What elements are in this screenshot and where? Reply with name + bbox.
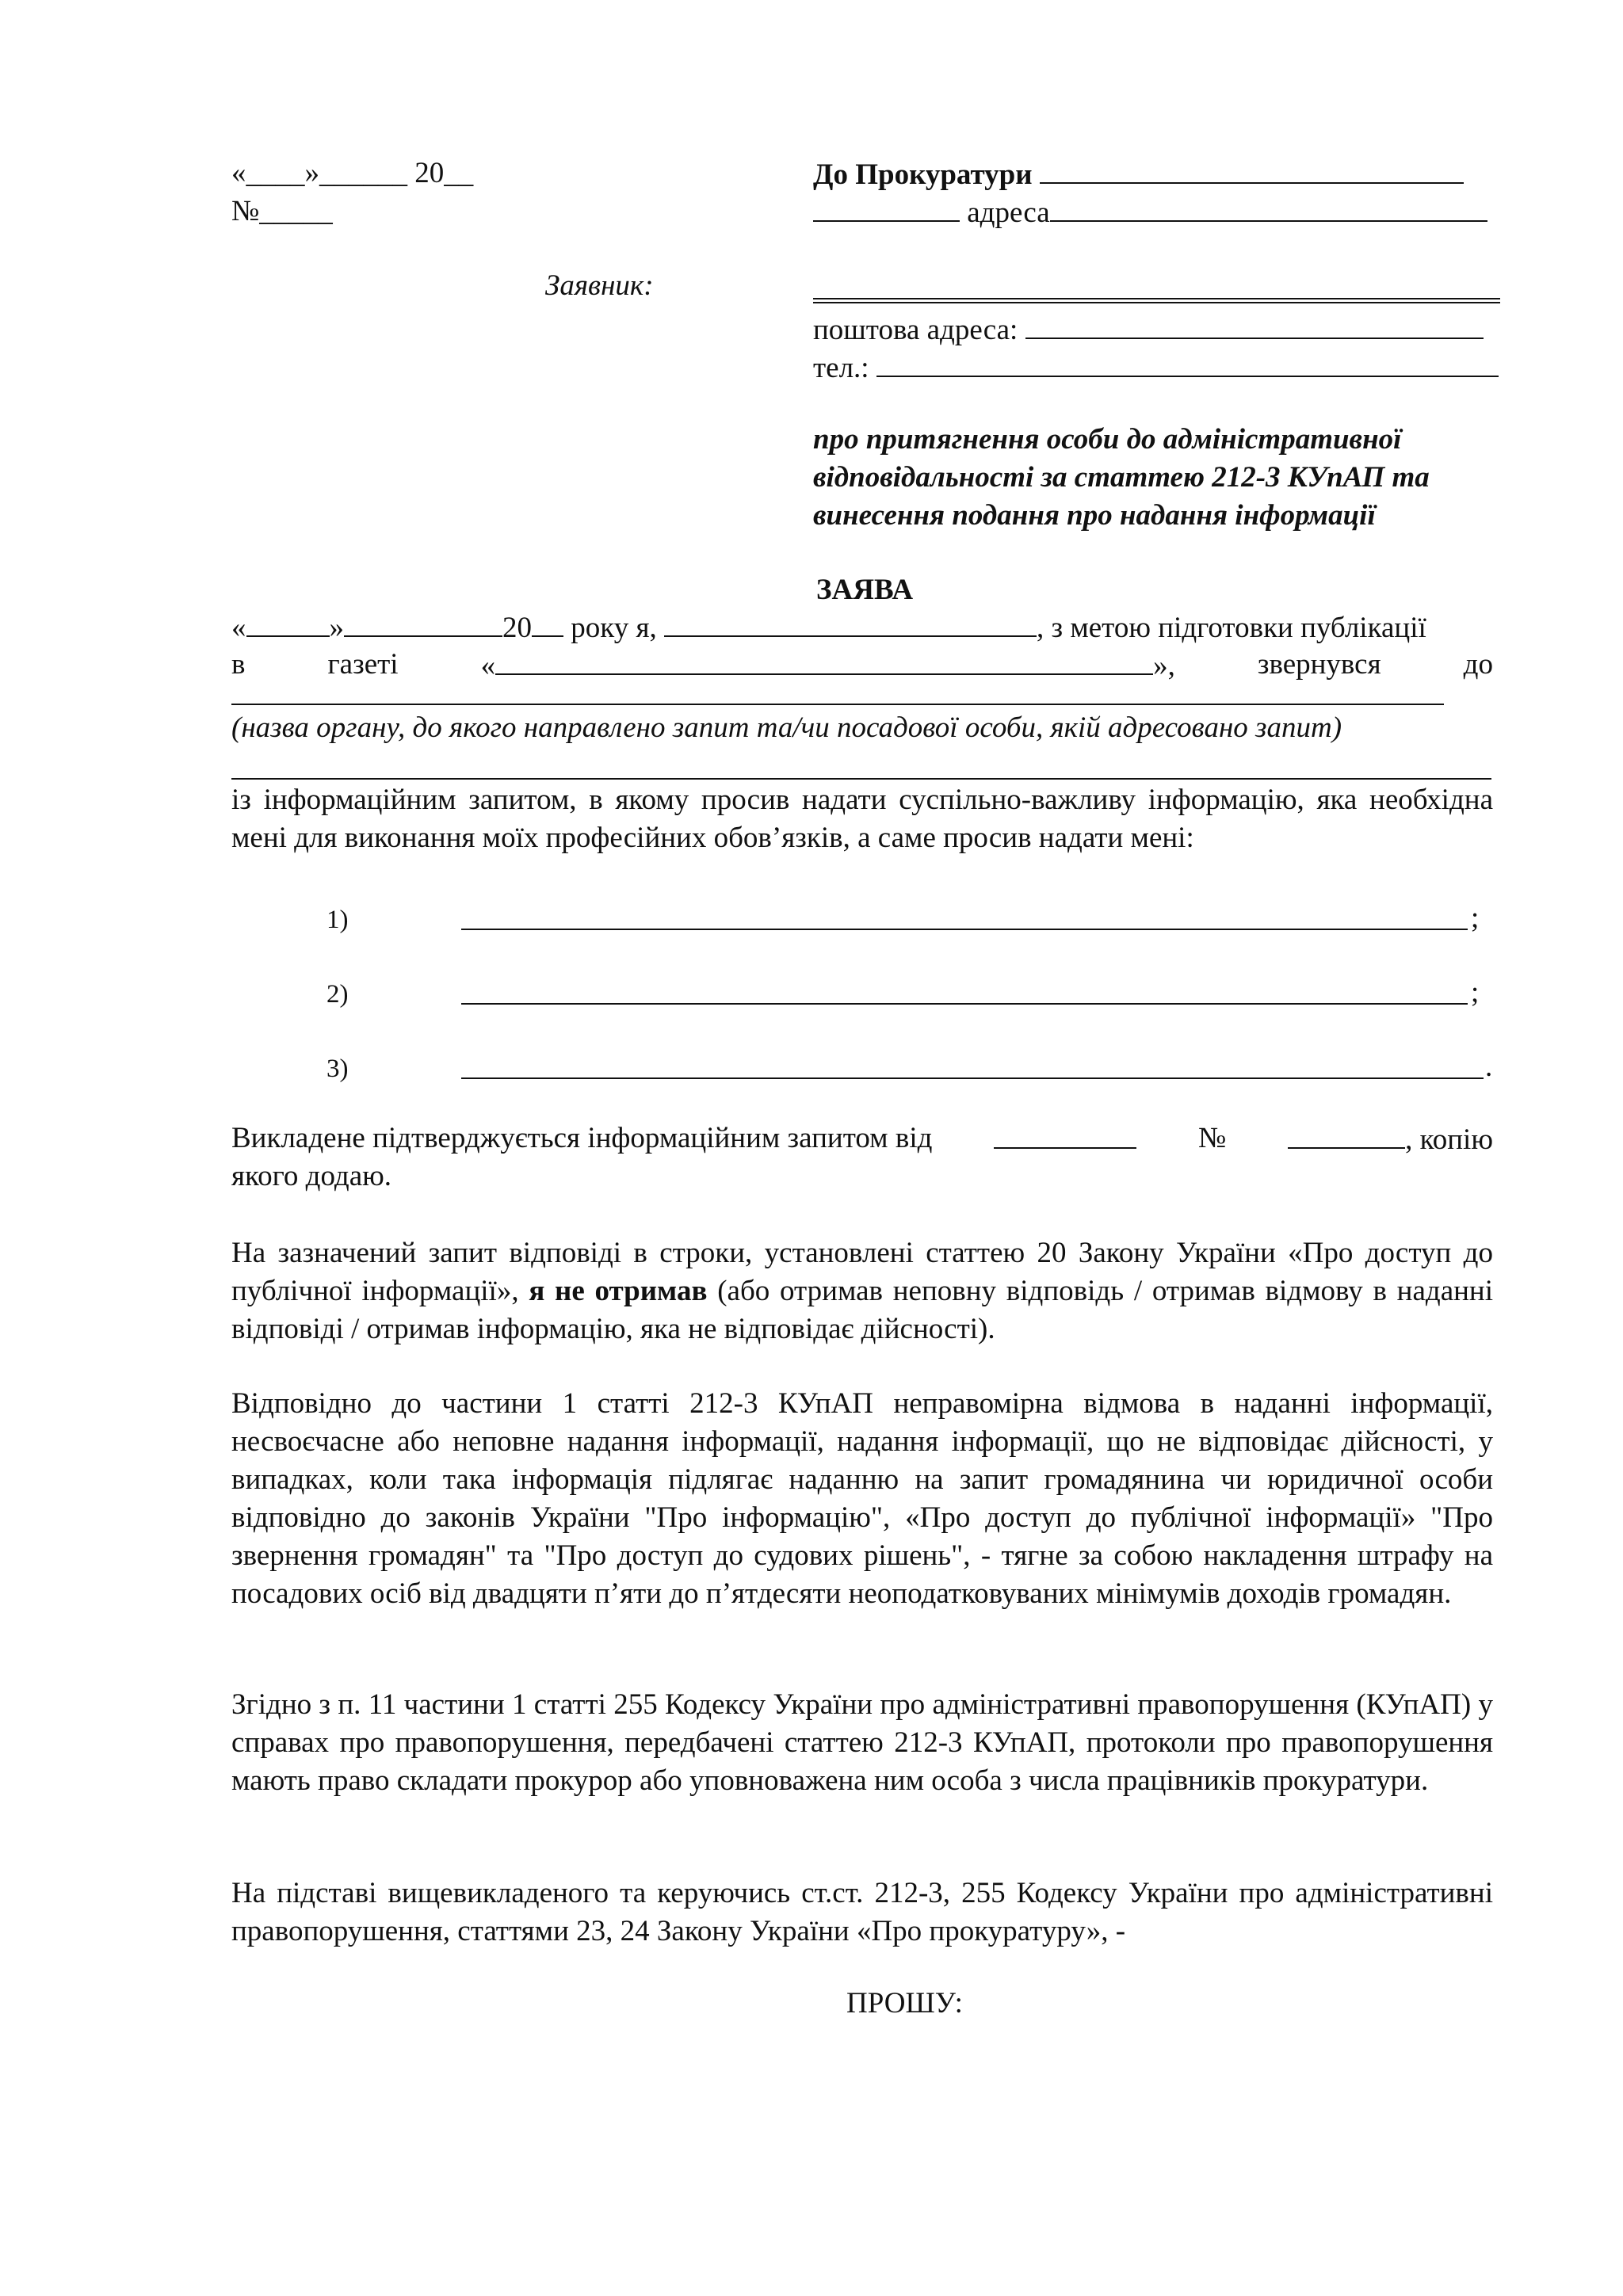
intro-line-1 <box>231 608 1426 646</box>
intro-month-field[interactable] <box>344 608 502 637</box>
list-end-1: ; <box>1471 902 1480 934</box>
subject-line-2: відповідальності за статтею 212-3 КУпАП та <box>813 461 1430 494</box>
subject-line-3: винесення подання про надання інформації <box>813 499 1376 532</box>
phone-field[interactable] <box>876 349 1499 377</box>
para-response: На зазначений запит відповіді в строки, установлені статтею 20 Закону України «Про доступ до публічної інформації», я не отримав (або отримав неповну відповідь / отримав відмову в наданні відповіді / отримав інформацію, яка не відповідає дійсності). <box>231 1237 1494 1345</box>
list-field-1[interactable] <box>461 929 1468 930</box>
intro-word-v: в <box>231 648 246 681</box>
recipient-to-label: До Прокуратури <box>813 158 1033 191</box>
recipient-to <box>813 155 1464 193</box>
number-line: №_____ <box>231 195 333 227</box>
list-end-3: . <box>1485 1051 1493 1083</box>
confirm-copy: , копію <box>1405 1123 1493 1156</box>
quote-close: » <box>329 612 344 644</box>
newspaper-name-field[interactable] <box>495 646 1153 675</box>
intro-word-applied: звернувся <box>1257 648 1381 681</box>
list-num-2: 2) <box>327 980 349 1009</box>
intro-purpose: , з метою підготовки публікації <box>1036 612 1426 644</box>
intro-day-field[interactable] <box>246 608 330 637</box>
postal-label: поштова адреса: <box>813 314 1018 346</box>
applicant-fullname-field[interactable] <box>664 608 1037 637</box>
prosecutor-name-field[interactable] <box>1040 155 1464 184</box>
quote-open: « <box>231 612 246 644</box>
recipient-address <box>813 193 1487 231</box>
list-field-3[interactable] <box>461 1077 1484 1079</box>
address-prefix-field[interactable] <box>813 193 960 222</box>
para-basis: На підставі вищевикладеного та керуючись ст.ст. 212-3, 255 Кодексу України про адміністративні правопорушення, статтями 23, 24 Закону України «Про прокуратуру», - <box>231 1877 1493 1947</box>
intro-year-field[interactable] <box>532 608 563 637</box>
confirm-line-1 <box>231 1120 1493 1158</box>
list-num-3: 3) <box>327 1055 349 1083</box>
intro-line-2 <box>231 646 1493 685</box>
number-sign: № <box>1198 1122 1227 1154</box>
request-date-field[interactable] <box>994 1120 1136 1149</box>
list-field-2[interactable] <box>461 1003 1468 1005</box>
para-article: Відповідно до частини 1 статті 212-3 КУпАП неправомірна відмова в наданні інформації, несвоєчасне або неповне надання інформації, надання інформації, що не відповідає дійсності, у випадках, коли така інформація підлягає наданню на запит громадянина чи юридичної особи відповідно до законів України "Про інформацію", «Про доступ до публічної інформації» "Про звернення громадян" та "Про доступ до судових рішень", - тягне за собою накладення штрафу на посадових осіб від двадцяти п’яти до п’ятдесяти неоподатковуваних мінімумів доходів громадян. <box>231 1387 1493 1610</box>
authority-name-field-2[interactable] <box>231 778 1491 780</box>
address-field[interactable] <box>1050 193 1487 222</box>
authority-hint: (назва органу, до якого направлено запит та/чи посадової особи, якій адресовано запит) <box>231 711 1342 744</box>
list-end-2: ; <box>1471 976 1480 1009</box>
para-code: Згідно з п. 11 частини 1 статті 255 Кодексу України про адміністративні правопорушення (КУпАП) у справах про правопорушення, передбачені статтею 212-3 КУпАП, протоколи про правопорушення мають право складати прокурор або уповноважена ним особа з числа працівників прокуратури. <box>231 1688 1493 1797</box>
intro-word-newspaper: газеті <box>327 648 399 681</box>
subject-line-1: про притягнення особи до адміністративної <box>813 423 1402 456</box>
intro-body: із інформаційним запитом, в якому просив надати суспільно-важливу інформацію, яка необхідна мені для виконання моїх професійних обов’язків, а саме просив надати мені: <box>231 784 1493 854</box>
document-title: ЗАЯВА <box>816 574 914 606</box>
applicant-name-field[interactable] <box>813 298 1500 299</box>
phone-label: тел.: <box>813 352 869 384</box>
confirm-line-2: якого додаю. <box>231 1160 392 1192</box>
request-number-field[interactable] <box>1288 1120 1405 1149</box>
intro-year-prefix: 20 <box>502 612 532 644</box>
intro-word-to: до <box>1463 648 1493 681</box>
applicant-name-underline <box>813 302 1500 303</box>
newspaper-name: « », <box>481 646 1175 685</box>
postal-address-field[interactable] <box>1025 311 1484 339</box>
not-received-emphasis: я не отримав <box>529 1275 708 1307</box>
request-heading: ПРОШУ: <box>846 1987 963 2019</box>
applicant-label: Заявник: <box>545 269 654 302</box>
date-line: «____»______ 20__ <box>231 157 474 189</box>
list-num-1: 1) <box>327 906 349 934</box>
confirm-text: Викладене підтверджується інформаційним запитом від <box>231 1122 933 1154</box>
recipient-phone <box>813 349 1499 387</box>
intro-year-word: року я, <box>571 612 657 644</box>
address-label: адреса <box>967 196 1050 229</box>
authority-name-field[interactable] <box>231 704 1444 705</box>
recipient-postal <box>813 311 1484 349</box>
